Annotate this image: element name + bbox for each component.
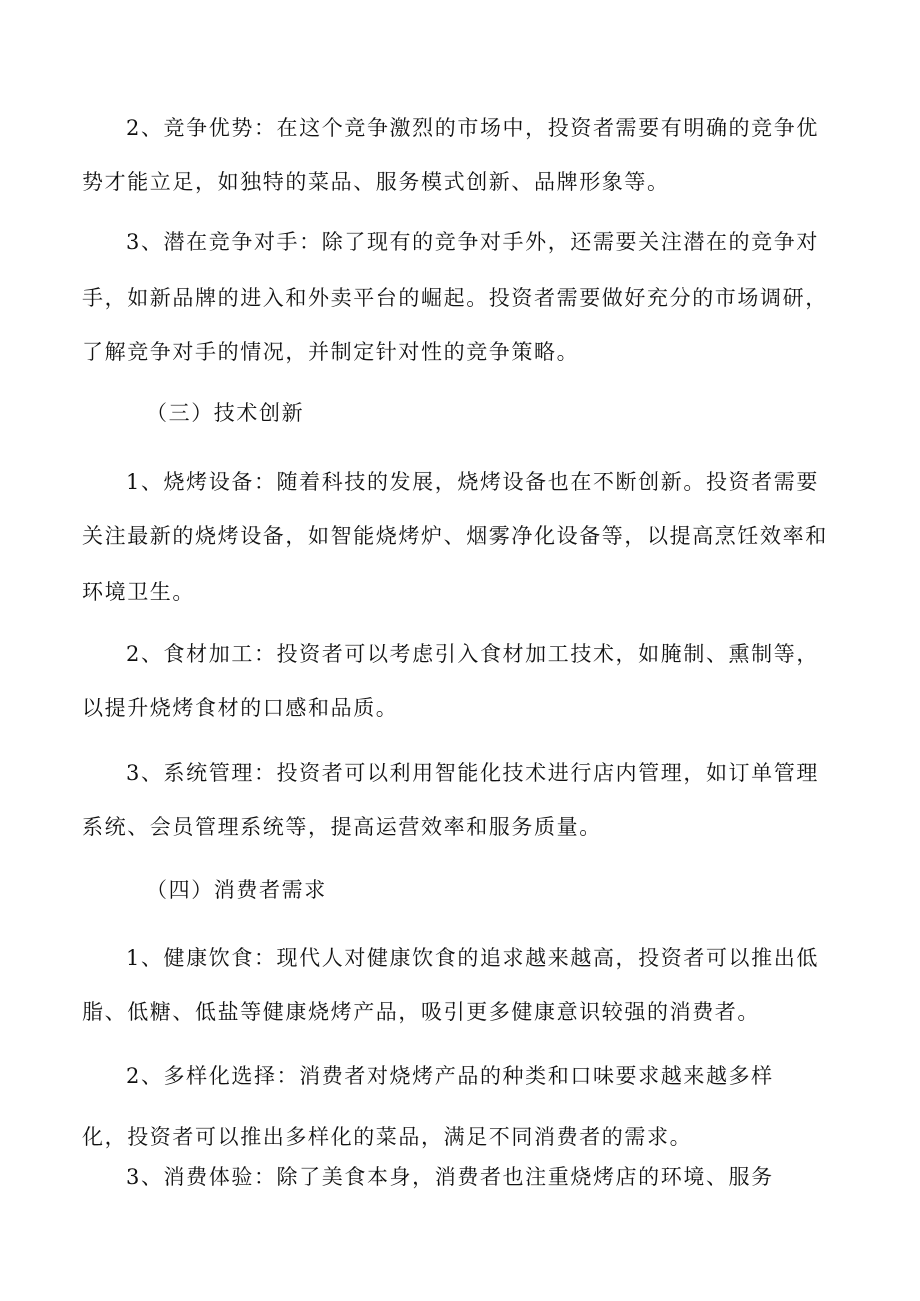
paragraph-competitive-advantage-line-2: 势才能立足，如独特的菜品、服务模式创新、品牌形象等。 bbox=[82, 170, 670, 194]
paragraph-healthy-diet-line-2: 脂、低糖、低盐等健康烧烤产品，吸引更多健康意识较强的消费者。 bbox=[82, 1000, 760, 1024]
paragraph-bbq-equipment-line-2: 关注最新的烧烤设备，如智能烧烤炉、烟雾净化设备等，以提高烹饪效率和 bbox=[82, 524, 828, 548]
section-heading-technology-innovation: （三）技术创新 bbox=[146, 401, 305, 425]
paragraph-system-management-line-1: 3、系统管理：投资者可以利用智能化技术进行店内管理，如订单管理 bbox=[126, 761, 819, 785]
paragraph-diverse-choice-line-2: 化，投资者可以推出多样化的菜品，满足不同消费者的需求。 bbox=[82, 1125, 693, 1149]
paragraph-potential-competitors-line-2: 手，如新品牌的进入和外卖平台的崛起。投资者需要做好充分的市场调研， bbox=[82, 286, 828, 310]
paragraph-food-processing-line-2: 以提升烧烤食材的口感和品质。 bbox=[82, 696, 399, 720]
paragraph-diverse-choice-line-1: 2、多样化选择：消费者对烧烤产品的种类和口味要求越来越多样 bbox=[126, 1064, 774, 1088]
paragraph-potential-competitors-line-1: 3、潜在竞争对手：除了现有的竞争对手外，还需要关注潜在的竞争对 bbox=[126, 230, 819, 254]
paragraph-healthy-diet-line-1: 1、健康饮食：现代人对健康饮食的追求越来越高，投资者可以推出低 bbox=[126, 946, 819, 970]
paragraph-food-processing-line-1: 2、食材加工：投资者可以考虑引入食材加工技术，如腌制、熏制等， bbox=[126, 642, 819, 666]
paragraph-consumer-experience-line-1: 3、消费体验：除了美食本身，消费者也注重烧烤店的环境、服务 bbox=[126, 1165, 774, 1189]
paragraph-potential-competitors-line-3: 了解竞争对手的情况，并制定针对性的竞争策略。 bbox=[82, 340, 580, 364]
paragraph-bbq-equipment-line-1: 1、烧烤设备：随着科技的发展，烧烤设备也在不断创新。投资者需要 bbox=[126, 470, 819, 494]
section-heading-consumer-demand: （四）消费者需求 bbox=[146, 878, 327, 902]
paragraph-bbq-equipment-line-3: 环境卫生。 bbox=[82, 580, 195, 604]
paragraph-system-management-line-2: 系统、会员管理系统等，提高运营效率和服务质量。 bbox=[82, 815, 602, 839]
paragraph-competitive-advantage-line-1: 2、竞争优势：在这个竞争激烈的市场中，投资者需要有明确的竞争优 bbox=[126, 116, 819, 140]
